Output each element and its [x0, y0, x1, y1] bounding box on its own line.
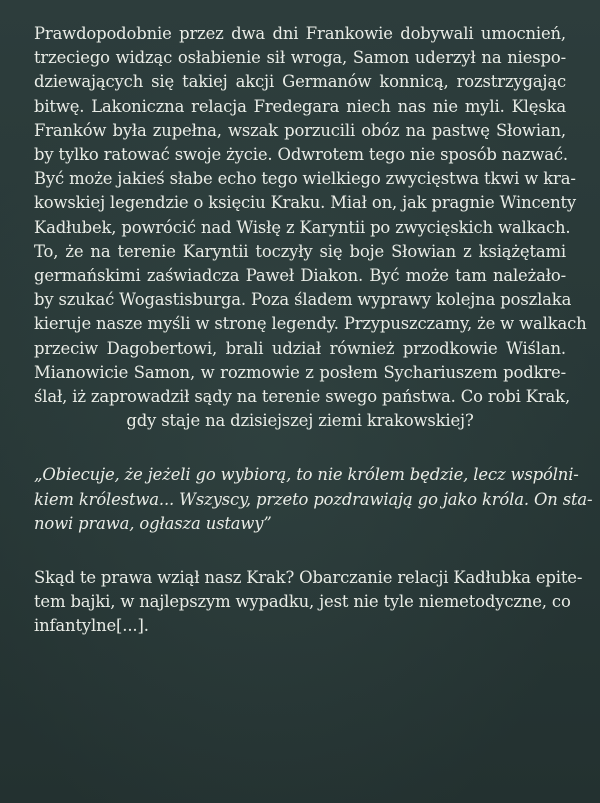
text-line: trzeciego widząc osłabienie sił wroga, Samon uderzył na niespo- [34, 48, 566, 68]
paragraph-main [34, 22, 587, 433]
text-line: Kadłubek, powrócić nad Wisłę z Karyntii po zwycięskich walkach. [34, 217, 571, 237]
text-line: kowskiej legendzie o księciu Kraku. Miał on, jak pragnie Wincenty [34, 193, 577, 213]
text-line: tem bajki, w najlepszym wypadku, jest nie tyle niemetodyczne, co [34, 592, 571, 612]
text-line: by tylko ratować swoje życie. Odwrotem tego nie sposób nazwać. [34, 145, 568, 165]
text-line: Skąd te prawa wziął nasz Krak? Obarczanie relacji Kadłubka epite- [34, 568, 583, 588]
text-line: by szukać Wogastisburga. Poza śladem wyprawy kolejna poszlaka [34, 290, 572, 310]
text-line: dziewających się takiej akcji Germanów konnicą, rozstrzygając [34, 72, 566, 92]
text-line: przeciw Dagobertowi, brali udział również przodkowie Wiślan. [34, 338, 566, 358]
text-line: bitwę. Lakoniczna relacja Fredegara niech nas nie myli. Klęska [34, 96, 566, 116]
text-line: Franków była zupełna, wszak porzucili obóz na pastwę Słowian, [34, 120, 566, 140]
text-line: To, że na terenie Karyntii toczyły się boje Słowian z książętami [34, 241, 566, 261]
text-line: infantylne[...]. [34, 616, 149, 636]
paragraph-closing [34, 566, 583, 639]
quote-line: „Obiecuje, że jeżeli go wybiorą, to nie królem będzie, lecz wspólni- [34, 465, 579, 485]
text-line: Być może jakieś słabe echo tego wielkiego zwycięstwa tkwi w kra- [34, 169, 576, 189]
text-line: Mianowicie Samon, w rozmowie z posłem Sychariuszem podkre- [34, 362, 566, 382]
text-line: kieruje nasze myśli w stronę legendy. Przypuszczamy, że w walkach [34, 314, 587, 334]
text-line: germańskimi zaświadcza Paweł Diakon. Być może tam należało- [34, 266, 566, 286]
quote-block [34, 463, 593, 536]
text-line: gdy staje na dzisiejszej ziemi krakowskiej? [126, 411, 474, 431]
text-line: ślał, iż zaprowadził sądy na terenie swego państwa. Co robi Krak, [34, 387, 571, 407]
text-line: Prawdopodobnie przez dwa dni Frankowie dobywali umocnień, [34, 24, 566, 43]
book-back-cover-text [34, 22, 593, 639]
quote-line: kiem królestwa... Wszyscy, przeto pozdrawiają go jako króla. On sta- [34, 489, 593, 509]
quote-line: nowi prawa, ogłasza ustawy” [34, 513, 272, 533]
